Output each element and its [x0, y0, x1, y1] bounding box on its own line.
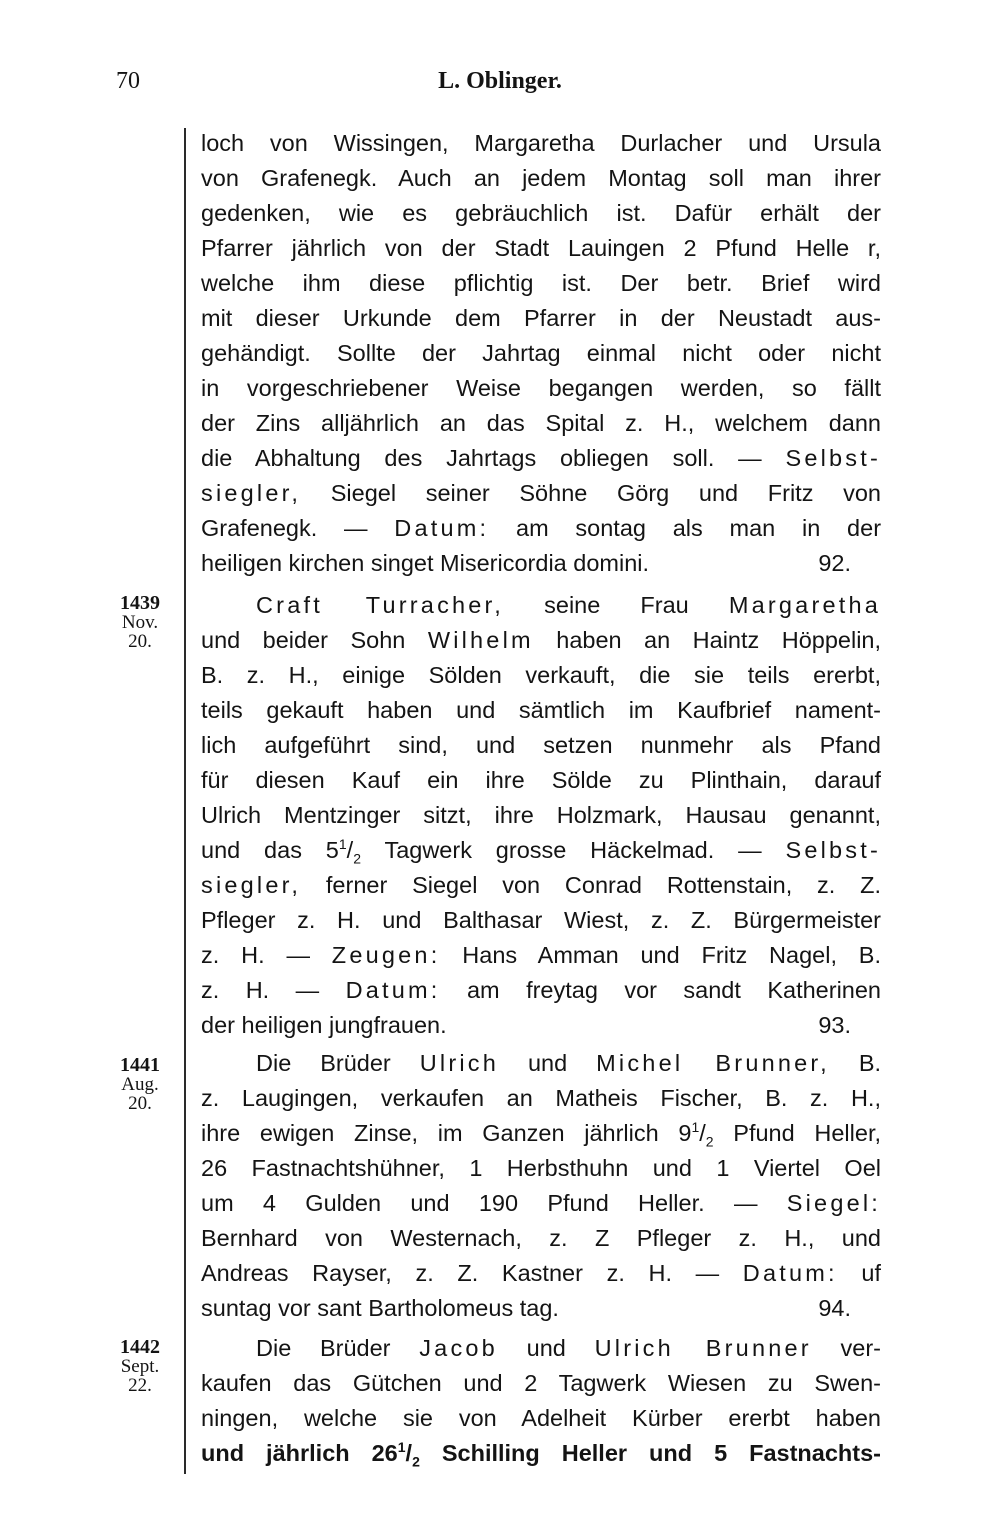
text-run: z. H. —	[201, 942, 310, 968]
text-line	[201, 511, 881, 545]
text-line: gehändigt. Sollte der Jahrtag einmal nicht oder nicht	[201, 340, 881, 366]
text-line: Bernhard von Westernach, z. Z Pfleger z. H., und	[201, 1225, 881, 1251]
text-run: und beider Sohn	[201, 627, 406, 653]
text-line: z. Laugingen, verkaufen an Matheis Fischer, B. z. H.,	[201, 1085, 881, 1111]
spaced-term: Selbst-	[785, 837, 881, 863]
text-run: und das $5^1/_2$	[201, 836, 361, 867]
spaced-term: siegler,	[201, 872, 302, 898]
text-run: Die Brüder	[256, 1050, 391, 1076]
text-line: lich aufgeführt sind, und setzen nunmehr als Pfand	[201, 732, 881, 758]
text-run: ihre ewigen Zinse, im Ganzen jährlich 9	[201, 1120, 692, 1146]
margin-month: Aug.	[121, 1074, 159, 1095]
text-line	[201, 441, 881, 475]
page-number: 70	[116, 68, 140, 94]
text-line: welche ihm diese pflichtig ist. Der betr. Brief wird	[201, 270, 881, 296]
fraction-numerator: 1	[397, 1439, 406, 1456]
text-run: B.	[858, 1050, 881, 1076]
text-line: loch von Wissingen, Margaretha Durlacher und Ursula	[201, 130, 881, 156]
text-line	[201, 476, 881, 510]
text-run: uf	[861, 1260, 881, 1286]
text-run: ihre ewigen Zinse, im Ganzen jährlich $9^1/_2$	[201, 1119, 714, 1150]
text-line: Ulrich Mentzinger sitzt, ihre Holzmark, Hausau genannt,	[201, 802, 881, 828]
text-line: kaufen das Gütchen und 2 Tagwerk Wiesen zu Swen-	[201, 1370, 881, 1396]
text-line	[201, 1008, 881, 1042]
text-line	[201, 1256, 881, 1290]
spaced-term: Ulrich	[419, 1050, 499, 1076]
spaced-term: Wilhelm	[427, 627, 534, 653]
spaced-term: Siegel:	[786, 1190, 881, 1216]
spaced-term: siegler,	[201, 480, 302, 506]
margin-year: 1439	[120, 592, 160, 614]
text-run: und jährlich $26^1/_2$	[201, 1439, 420, 1470]
text-run: die Abhaltung des Jahrtags obliegen soll. —	[201, 445, 762, 471]
text-line	[256, 588, 881, 622]
text-line	[201, 1436, 881, 1470]
fraction-denominator: 2	[412, 1453, 420, 1470]
text-run: z. H. —	[201, 977, 320, 1003]
text-line: ningen, welche sie von Adelheit Kürber ererbt haben	[201, 1405, 881, 1431]
text-line	[201, 938, 881, 972]
text-line	[201, 973, 881, 1007]
spaced-term: Michel Brunner,	[596, 1050, 830, 1076]
margin-date-1442	[100, 1338, 180, 1395]
text-line	[201, 623, 881, 657]
spaced-term: Craft Turracher,	[256, 592, 505, 618]
text-line: Pfarrer jährlich von der Stadt Lauingen 2 Pfund Helle r,	[201, 235, 881, 261]
text-run: um 4 Gulden und 190 Pfund Heller. —	[201, 1190, 758, 1216]
spaced-term: Margaretha	[728, 592, 881, 618]
entry-number: 94.	[818, 1295, 851, 1321]
running-head: L. Oblinger.	[438, 68, 562, 94]
text-line: teils gekauft haben und sämtlich im Kaufbrief nament-	[201, 697, 881, 723]
text-line: Pfleger z. H. und Balthasar Wiest, z. Z. Bürgermeister	[201, 907, 881, 933]
spaced-term: Datum:	[394, 515, 490, 541]
fraction-numerator: 1	[691, 1119, 700, 1136]
text-run: der heiligen jungfrauen.	[201, 1012, 447, 1038]
margin-day: 20.	[128, 631, 152, 652]
text-run: Hans Amman und Fritz Nagel, B.	[462, 942, 881, 968]
text-line: in vorgeschriebener Weise begangen werden, so fällt	[201, 375, 881, 401]
spaced-term: Datum:	[345, 977, 441, 1003]
text-line: der Zins alljährlich an das Spital z. H., welchem dann	[201, 410, 881, 436]
spaced-term: Datum:	[742, 1260, 838, 1286]
text-line: für diesen Kauf ein ihre Sölde zu Plinthain, darauf	[201, 767, 881, 793]
text-line: gedenken, wie es gebräuchlich ist. Dafür erhält der	[201, 200, 881, 226]
fraction-denominator: 2	[705, 1133, 714, 1150]
text-run: ver-	[840, 1335, 881, 1361]
text-line: von Grafenegk. Auch an jedem Montag soll man ihrer	[201, 165, 881, 191]
text-line	[201, 868, 881, 902]
text-run: Die Brüder	[256, 1335, 391, 1361]
text-line	[201, 546, 881, 580]
entry-number: 92.	[818, 550, 851, 576]
page-header	[0, 62, 1000, 102]
text-run: und	[526, 1335, 566, 1361]
margin-month: Sept.	[120, 1356, 160, 1377]
text-run: heiligen kirchen singet Misericordia domini.	[201, 550, 650, 576]
text-run: und jährlich 26	[201, 1440, 398, 1466]
text-run: und	[527, 1050, 568, 1076]
fraction-denominator: 2	[353, 850, 361, 867]
text-line	[201, 833, 881, 867]
text-run: Tagwerk grosse Häckelmad. —	[384, 837, 762, 863]
text-line	[201, 1186, 881, 1220]
text-run: am freytag vor sandt Katherinen	[466, 977, 881, 1003]
text-line	[256, 1331, 881, 1365]
text-run: am sontag als man in der	[516, 515, 881, 541]
margin-date-1441	[100, 1056, 180, 1113]
text-run: haben an Haintz Höppelin,	[556, 627, 881, 653]
margin-day: 20.	[128, 1093, 152, 1114]
text-line	[201, 1116, 881, 1150]
text-line	[256, 1046, 881, 1080]
fraction-numerator: 1	[338, 836, 347, 853]
margin-year: 1442	[120, 1336, 160, 1358]
text-line: 26 Fastnachtshühner, 1 Herbsthuhn und 1 Viertel Oel	[201, 1155, 881, 1181]
text-run: Grafenegk. —	[201, 515, 368, 541]
margin-year: 1441	[120, 1054, 160, 1076]
margin-date-1439	[100, 594, 180, 651]
text-line	[201, 1291, 881, 1325]
margin-day: 22.	[128, 1375, 152, 1396]
text-run: Siegel seiner Söhne Görg und Fritz von	[330, 480, 881, 506]
spaced-term: Zeugen:	[331, 942, 441, 968]
spaced-term: Ulrich Brunner	[594, 1335, 812, 1361]
text-run: ferner Siegel von Conrad Rottenstain, z. Z.	[325, 872, 881, 898]
text-run: seine Frau	[544, 592, 689, 618]
entry-number: 93.	[818, 1012, 851, 1038]
text-run: Pfund Heller,	[733, 1120, 881, 1146]
text-line: B. z. H., einige Sölden verkauft, die sie teils ererbt,	[201, 662, 881, 688]
text-run: und das 5	[201, 837, 339, 863]
spaced-term: Selbst-	[785, 445, 881, 471]
text-line: mit dieser Urkunde dem Pfarrer in der Neustadt aus-	[201, 305, 881, 331]
text-run: Andreas Rayser, z. Z. Kastner z. H. —	[201, 1260, 720, 1286]
text-run: suntag vor sant Bartholomeus tag.	[201, 1295, 559, 1321]
text-run: Schilling Heller und 5 Fastnachts-	[441, 1440, 881, 1466]
margin-rule	[184, 128, 186, 1474]
margin-month: Nov.	[121, 612, 159, 633]
spaced-term: Jacob	[419, 1335, 498, 1361]
